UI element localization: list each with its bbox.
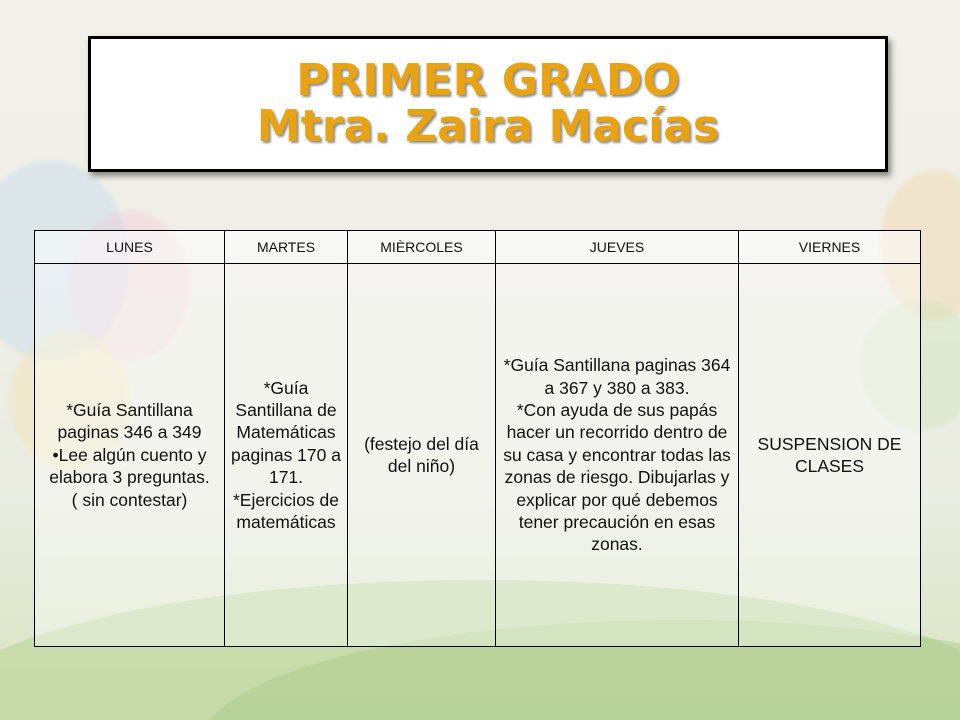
jueves-task-1: *Guía Santillana paginas 364 a 367 y 380 a 383. (503, 355, 731, 398)
cell-miercoles (348, 264, 496, 647)
header-jueves: JUEVES (496, 231, 739, 264)
lunes-task-2: •Lee algún cuento y elabora 3 preguntas. (49, 444, 210, 488)
cell-jueves (496, 264, 739, 647)
title-grade: PRIMER GRADO (296, 54, 680, 106)
cell-viernes (739, 264, 921, 647)
title-teacher: Mtra. Zaira Macías (256, 101, 720, 152)
cell-lunes (35, 264, 225, 647)
table-header-row (35, 231, 921, 264)
header-miercoles: MIÈRCOLES (348, 231, 496, 264)
table-row (35, 264, 921, 647)
weekly-schedule-table (34, 230, 921, 647)
miercoles-task-1: (festejo del día del niño) (364, 433, 479, 476)
lunes-task-3: ( sin contestar) (71, 489, 188, 510)
header-viernes: VIERNES (739, 231, 921, 264)
jueves-task-2: *Con ayuda de sus papás hacer un recorrido dentro de su casa y encontrar todas las zonas de riesgo. Dibujarlas y explicar por qué debemos tener precaución en esas zonas. (503, 400, 731, 555)
header-lunes: LUNES (35, 231, 225, 264)
cell-martes (225, 264, 348, 647)
lunes-task-1: *Guía Santillana paginas 346 a 349 (57, 400, 202, 443)
viernes-task-1: SUSPENSION DE CLASES (757, 433, 902, 476)
martes-task-1: *Guía Santillana de Matemáticas paginas 170 a 171. (231, 377, 341, 488)
martes-task-2: *Ejercicios de matemáticas (232, 489, 340, 532)
title-box (88, 36, 888, 172)
header-martes: MARTES (225, 231, 348, 264)
